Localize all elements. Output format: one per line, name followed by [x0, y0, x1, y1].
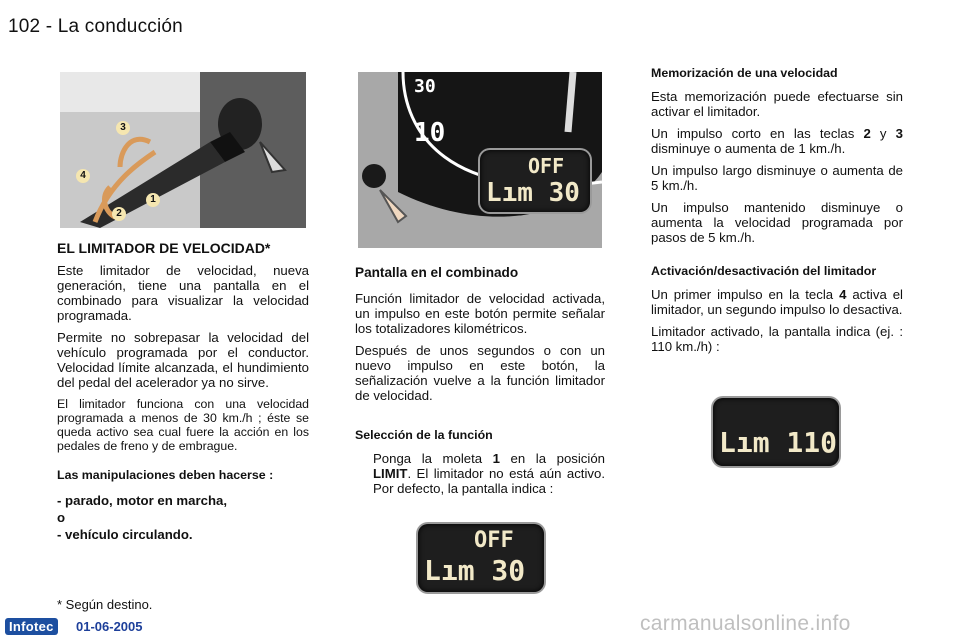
- display-paragraph-1: Función limitador de velocidad activada, un impulso en este botón permite señalar los totalizadores kilométricos.: [355, 291, 605, 336]
- intro-paragraph: Este limitador de velocidad, nueva generación, tiene una pantalla en el combinado para visualizar la velocidad programada.: [57, 263, 309, 323]
- display-paragraph-2: Después de unos segundos o con un nuevo impulso en este botón, la señalización vuelve a la función limitador de velocidad.: [355, 343, 605, 403]
- default-display: [418, 524, 544, 592]
- activation-title: Activación/desactivación del limitador: [651, 264, 877, 278]
- default-display-speed: Lım 30: [424, 554, 526, 587]
- lcd-speed: Lım 30: [486, 178, 580, 208]
- selection-text: Ponga la moleta 1 en la posición LIMIT. El limitador no está aún activo. Por defecto, la pantalla indica :: [373, 451, 605, 496]
- stalk-photo: [60, 72, 306, 228]
- memorization-paragraph-2: Un impulso corto en las teclas 2 y 3 disminuye o aumenta de 1 km./h.: [651, 126, 903, 156]
- selection-instruction: [355, 451, 605, 496]
- active-display: [713, 398, 839, 466]
- print-date: 01-06-2005: [76, 619, 143, 634]
- memorization-paragraph-4: Un impulso mantenido disminuye o aumenta la velocidad programada por pasos de 5 km./h.: [651, 200, 903, 245]
- limiter-title: EL LIMITADOR DE VELOCIDAD*: [57, 240, 271, 256]
- activation-paragraph-1: Un primer impulso en la tecla 4 activa el limitador, un segundo impulso lo desactiva.: [651, 287, 903, 317]
- function-paragraph: Permite no sobrepasar la velocidad del vehículo programada por el conductor. Velocidad límite alcanzada, el hundimiento del pedal del acelerador ya no sirve.: [57, 330, 309, 390]
- footnote: * Según destino.: [57, 597, 153, 612]
- memorization-title: Memorización de una velocidad: [651, 66, 838, 80]
- pointer-icon: [355, 451, 365, 496]
- watermark: carmanualsonline.info: [640, 612, 851, 635]
- dial-10: 10: [414, 118, 446, 148]
- callout-3: 3: [116, 121, 130, 135]
- display-title: Pantalla en el combinado: [355, 265, 519, 280]
- default-display-off: OFF: [474, 528, 514, 553]
- operation-paragraph: El limitador funciona con una velocidad programada a menos de 30 km./h ; éste se queda activo sea cual fuere la acción en los pedales de freno y de embrague.: [57, 397, 309, 453]
- column-left: [57, 240, 309, 542]
- selection-title: Selección de la función: [355, 428, 493, 442]
- cluster-lcd: [480, 150, 590, 212]
- activation-paragraph-2: Limitador activado, la pantalla indica (ej. : 110 km./h) :: [651, 324, 903, 354]
- column-right-top: [651, 66, 903, 252]
- brand-logo: Infotec: [5, 618, 58, 635]
- memorization-paragraph-1: Esta memorización puede efectuarse sin activar el limitador.: [651, 89, 903, 119]
- manipulations-title: Las manipulaciones deben hacerse :: [57, 468, 274, 482]
- cluster-photo: [358, 72, 602, 248]
- callout-2: 2: [112, 207, 126, 221]
- callout-4: 4: [76, 169, 90, 183]
- column-right-bottom: [651, 264, 903, 361]
- active-display-speed: Lım 110: [719, 426, 838, 459]
- stalk-illustration: [60, 72, 306, 228]
- column-middle: [355, 265, 605, 496]
- condition-item-2: - vehículo circulando.: [57, 527, 193, 542]
- lcd-off: OFF: [528, 154, 565, 178]
- condition-or: o: [57, 510, 66, 525]
- dial-30: 30: [414, 76, 436, 97]
- page-header: 102 - La conducción: [8, 16, 183, 37]
- memorization-paragraph-3: Un impulso largo disminuye o aumenta de 5 km./h.: [651, 163, 903, 193]
- callout-1: 1: [146, 193, 160, 207]
- condition-item-1: - parado, motor en marcha,: [57, 493, 228, 508]
